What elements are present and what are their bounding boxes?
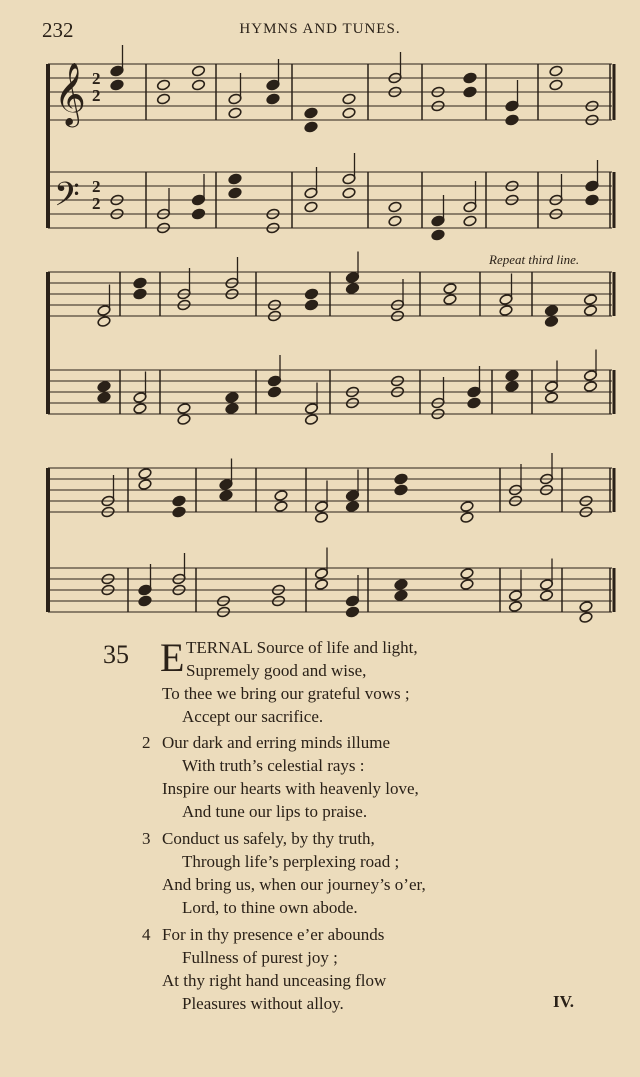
- notehead: [191, 208, 205, 220]
- notehead: [266, 93, 280, 105]
- notehead: [394, 484, 408, 496]
- stanza-line: Lord, to thine own abode.: [182, 898, 358, 917]
- notehead: [394, 590, 408, 602]
- notehead: [394, 579, 408, 591]
- notehead: [138, 468, 152, 480]
- stanza-line: Our dark and erring minds illume: [162, 733, 391, 752]
- notehead: [267, 386, 281, 398]
- notehead: [314, 512, 328, 524]
- notehead: [342, 107, 356, 119]
- stanza-number: 4: [142, 925, 151, 944]
- notehead: [304, 201, 318, 213]
- notehead: [342, 93, 356, 105]
- stanza-line: Pleasures without alloy.: [182, 994, 344, 1013]
- notehead: [583, 381, 597, 393]
- notehead: [345, 606, 359, 618]
- notehead: [304, 288, 318, 300]
- repeat-note: Repeat third line.: [489, 252, 580, 267]
- notehead: [579, 601, 593, 613]
- notehead: [304, 299, 318, 311]
- stanza-number: 2: [142, 733, 151, 752]
- notehead: [345, 501, 359, 513]
- notehead: [177, 414, 191, 426]
- notehead: [225, 403, 239, 415]
- notehead: [274, 501, 288, 513]
- notehead: [172, 495, 186, 507]
- notehead: [219, 490, 233, 502]
- notehead: [314, 579, 328, 591]
- notehead: [460, 512, 474, 524]
- stanza-line: TERNAL Source of life and light,: [186, 638, 418, 657]
- notehead: [460, 501, 474, 513]
- notehead: [172, 506, 186, 518]
- notehead: [156, 79, 170, 91]
- notehead: [443, 283, 457, 295]
- notehead: [463, 86, 477, 98]
- notehead: [274, 490, 288, 502]
- notehead: [505, 370, 519, 382]
- notehead: [544, 305, 558, 317]
- notehead: [138, 479, 152, 491]
- notehead: [549, 79, 563, 91]
- stanza-line: For in thy presence e’er abounds: [162, 925, 385, 944]
- notehead: [304, 107, 318, 119]
- notehead: [191, 79, 205, 91]
- treble-clef: 𝄞: [54, 62, 86, 125]
- stanza-line: And tune our lips to praise.: [182, 802, 368, 821]
- notehead: [228, 173, 242, 185]
- notehead: [544, 392, 558, 404]
- notehead: [463, 72, 477, 84]
- stanza-line: Through life’s perplexing road ;: [182, 852, 400, 871]
- notehead: [342, 187, 356, 199]
- notehead: [467, 397, 481, 409]
- notehead: [97, 381, 111, 393]
- drop-cap: E: [160, 635, 185, 680]
- notehead: [388, 201, 402, 213]
- notehead: [579, 612, 593, 624]
- notehead: [304, 121, 318, 133]
- notehead: [460, 568, 474, 580]
- notehead: [191, 65, 205, 77]
- meter-mark: IV.: [553, 992, 574, 1011]
- time-signature: 2: [92, 194, 101, 213]
- notehead: [156, 93, 170, 105]
- stanza-line: With truth’s celestial rays :: [182, 756, 365, 775]
- notehead: [345, 283, 359, 295]
- notehead: [133, 277, 147, 289]
- stanza-line: Inspire our hearts with heavenly love,: [162, 779, 419, 798]
- notehead: [583, 305, 597, 317]
- notehead: [505, 381, 519, 393]
- notehead: [583, 294, 597, 306]
- notehead: [177, 403, 191, 415]
- stanza-line: Accept our sacrifice.: [182, 707, 324, 726]
- notehead: [508, 601, 522, 613]
- time-signature: 2: [92, 86, 101, 105]
- notehead: [544, 316, 558, 328]
- stanza-line: To thee we bring our grateful vows ;: [162, 684, 410, 703]
- stanza-line: At thy right hand unceasing flow: [162, 971, 387, 990]
- notehead: [505, 114, 519, 126]
- notehead: [499, 305, 513, 317]
- time-signature: 2: [92, 177, 101, 196]
- notehead: [228, 187, 242, 199]
- notehead: [460, 579, 474, 591]
- notehead: [539, 590, 553, 602]
- time-signature: 2: [92, 69, 101, 88]
- notehead: [388, 215, 402, 227]
- notehead: [394, 473, 408, 485]
- notehead: [228, 107, 242, 119]
- notehead: [463, 215, 477, 227]
- stanza-line: Fullness of purest joy ;: [182, 948, 338, 967]
- stanza-line: Supremely good and wise,: [186, 661, 367, 680]
- notehead: [549, 65, 563, 77]
- notehead: [97, 392, 111, 404]
- running-title: HYMNS AND TUNES.: [239, 21, 401, 37]
- notehead: [443, 294, 457, 306]
- stanza-line: Conduct us safely, by thy truth,: [162, 829, 375, 848]
- notehead: [585, 194, 599, 206]
- page-number: 232: [42, 18, 74, 42]
- notehead: [225, 392, 239, 404]
- notehead: [138, 595, 152, 607]
- bass-clef: 𝄢: [54, 176, 80, 222]
- hymn-number: 35: [103, 640, 129, 669]
- notehead: [431, 229, 445, 241]
- notehead: [133, 288, 147, 300]
- notehead: [110, 79, 124, 91]
- notehead: [133, 403, 147, 415]
- stanza-line: And bring us, when our journey’s o’er,: [162, 875, 426, 894]
- notehead: [304, 414, 318, 426]
- stanza-number: 3: [142, 829, 151, 848]
- notehead: [97, 316, 111, 328]
